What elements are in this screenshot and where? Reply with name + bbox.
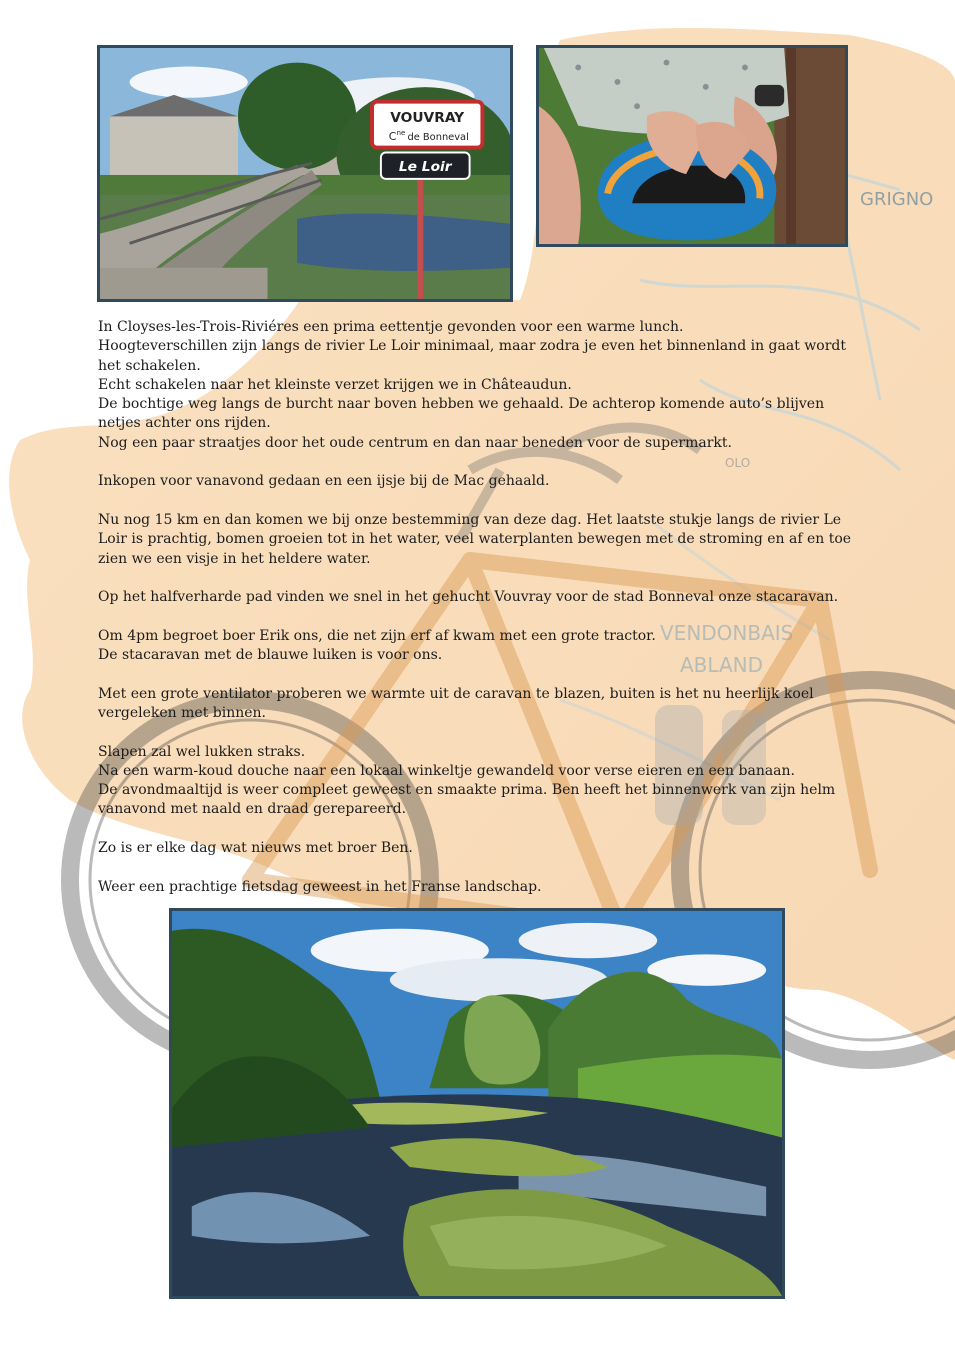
paragraph-shopping: [98, 472, 858, 491]
text-line: Echt schakelen naar het kleinste verzet krijgen we in Châteaudun.: [98, 376, 572, 393]
sign-river-name: Le Loir: [398, 159, 452, 176]
text-line: Nu nog 15 km en dan komen we bij onze bestemming van deze dag. Het laatste stukje langs de rivier Le Loir is prachtig, bomen groeien tot in het water, veel waterplanten bewegen met de stroming en af en toe zien we een visje in het heldere water.: [98, 511, 852, 567]
text-line: Inkopen voor vanavond gedaan en een ijsje bij de Mac gehaald.: [98, 473, 550, 490]
photo-helmet-repair: [536, 45, 848, 247]
text-line: Zo is er elke dag wat nieuws met broer Ben.: [98, 840, 413, 857]
map-label-vendonbais: VENDONBAIS: [660, 621, 794, 645]
text-line: De stacaravan met de blauwe luiken is voor ons.: [98, 647, 443, 664]
journal-text: [98, 318, 858, 916]
sign-town-name: VOUVRAY: [390, 110, 465, 127]
sign-commune-name: de Bonneval: [407, 131, 469, 143]
sign-commune-sup: ne: [396, 128, 406, 137]
photo-river-le-loir: [169, 908, 785, 1299]
paragraph-broer-ben: [98, 839, 858, 858]
sign-commune-prefix: C: [388, 129, 397, 143]
text-line: Weer een prachtige fietsdag geweest in het Franse landschap.: [98, 878, 542, 895]
paragraph-boer-erik: [98, 627, 858, 666]
text-line: Na een warm-koud douche naar een lokaal winkeltje gewandeld voor verse eieren en een banaan.: [98, 762, 795, 779]
paragraph-last-15km: [98, 511, 858, 569]
paragraph-ventilator: [98, 685, 858, 724]
text-line: De bochtige weg langs de burcht naar boven hebben we gehaald. De achterop komende auto’s blijven netjes achter ons rijden.: [98, 396, 825, 432]
map-label-abland: ABLAND: [680, 653, 764, 677]
map-label-grignon: GRIGNO: [860, 189, 934, 210]
paragraph-evening: [98, 743, 858, 820]
text-line: Slapen zal wel lukken straks.: [98, 743, 306, 760]
text-line: Op het halfverharde pad vinden we snel in het gehucht Vouvray voor de stad Bonneval onze stacaravan.: [98, 589, 839, 606]
map-label-olo: OLO: [725, 456, 751, 470]
paragraph-lunch-chateaudun: [98, 318, 858, 453]
paragraph-stacaravan: [98, 588, 858, 607]
text-line: Met een grote ventilator proberen we warmte uit de caravan te blazen, buiten is het nu heerlijk koel vergeleken met binnen.: [98, 685, 814, 721]
text-line: Nog een paar straatjes door het oude centrum en dan naar beneden voor de supermarkt.: [98, 434, 732, 451]
text-line: Om 4pm begroet boer Erik ons, die net zijn erf af kwam met een grote tractor.: [98, 627, 656, 644]
text-line: Hoogteverschillen zijn langs de rivier Le Loir minimaal, maar zodra je even het binnenland in gaat wordt het schakelen.: [98, 338, 846, 374]
photo-vouvray-sign: [97, 45, 513, 302]
text-line: In Cloyses-les-Trois-Riviéres een prima eettentje gevonden voor een warme lunch.: [98, 319, 684, 335]
paragraph-closing: [98, 878, 858, 897]
text-line: De avondmaaltijd is weer compleet geweest en smaakte prima. Ben heeft het binnenwerk van zijn helm vanavond met naald en draad gerepareerd.: [98, 782, 836, 818]
